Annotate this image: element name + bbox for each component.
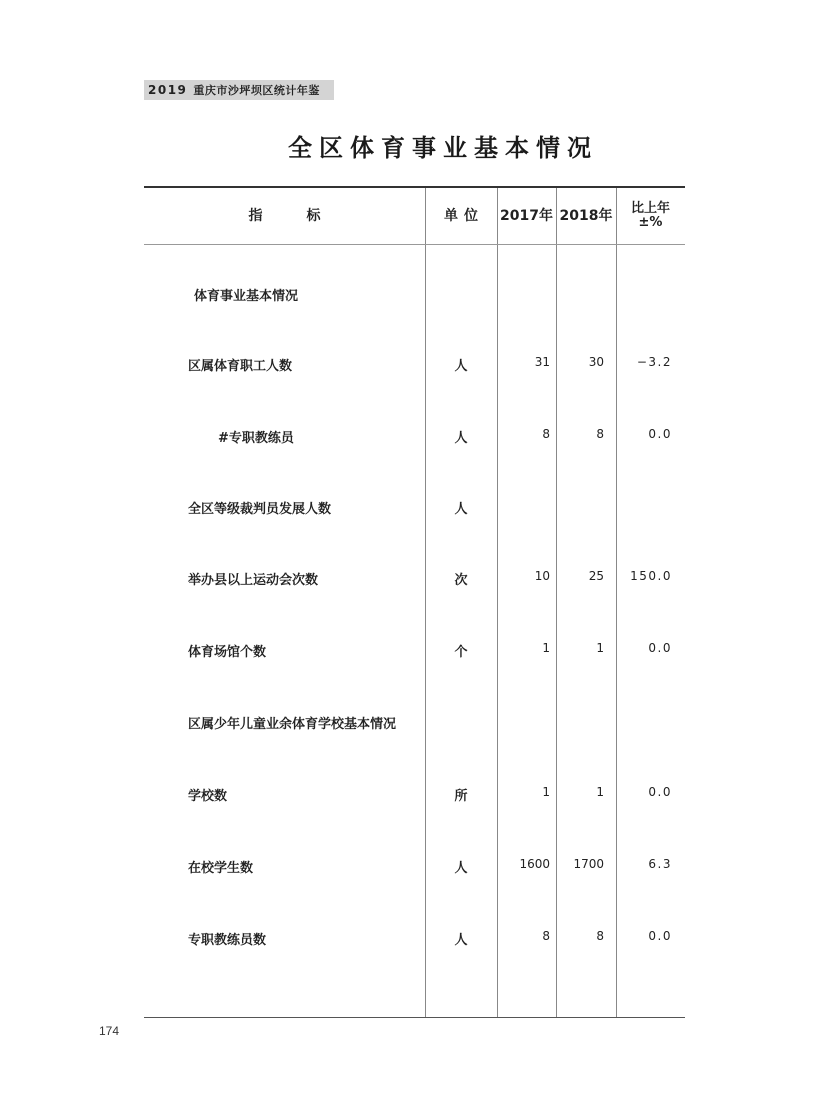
header-indicator (144, 188, 425, 244)
row-value-2017: 1 (542, 785, 550, 799)
row-indicator: 学校数 (188, 789, 228, 804)
row-indicator: 专职教练员数 (188, 933, 267, 948)
header-indicator-char-1: 指 (248, 207, 263, 224)
header-2017: 2017年 (500, 207, 553, 224)
row-value-2018: 1 (596, 641, 604, 655)
column-divider (616, 188, 617, 1017)
table-row (144, 641, 685, 665)
row-value-2017: 10 (534, 569, 550, 583)
table-row (144, 355, 685, 379)
row-indicator: 区属体育职工人数 (188, 359, 293, 374)
table-row (144, 498, 685, 522)
row-unit: 所 (454, 789, 468, 804)
stats-table (144, 186, 685, 1018)
row-change: 0.0 (648, 427, 672, 441)
row-unit: 人 (454, 431, 468, 446)
column-divider (556, 188, 557, 1017)
page-number: 174 (99, 1024, 120, 1038)
header-2018: 2018年 (559, 207, 613, 224)
row-indicator: 举办县以上运动会次数 (188, 573, 319, 588)
table-row (144, 285, 685, 309)
table-row (144, 857, 685, 881)
row-value-2018: 8 (596, 929, 604, 943)
row-value-2017: 8 (542, 929, 550, 943)
row-unit: 人 (454, 933, 468, 948)
row-value-2018: 30 (588, 355, 604, 369)
column-divider (497, 188, 498, 1017)
table-row (144, 569, 685, 593)
row-change: −3.2 (636, 355, 672, 369)
header-indicator-char-2: 标 (306, 207, 321, 224)
row-unit: 人 (454, 502, 468, 517)
row-indicator: #专职教练员 (218, 431, 294, 446)
row-indicator: 区属少年儿童业余体育学校基本情况 (188, 717, 397, 732)
row-indicator: 体育场馆个数 (188, 645, 267, 660)
header-rule (144, 244, 685, 245)
row-change: 150.0 (630, 569, 672, 583)
row-value-2017: 8 (542, 427, 550, 441)
row-change: 6.3 (648, 857, 672, 871)
row-value-2018: 8 (596, 427, 604, 441)
table-row (144, 929, 685, 953)
row-unit: 人 (454, 359, 468, 374)
page-title: 全区体育事业基本情况 (288, 133, 598, 162)
row-indicator: 全区等级裁判员发展人数 (188, 502, 332, 517)
header-unit: 单位 (444, 207, 484, 224)
row-indicator: 体育事业基本情况 (194, 289, 299, 304)
row-value-2017: 1 (542, 641, 550, 655)
yearbook-year: 2019 (148, 83, 188, 97)
row-value-2018: 1 (596, 785, 604, 799)
table-row (144, 785, 685, 809)
yearbook-title: 重庆市沙坪坝区统计年鉴 (193, 84, 320, 97)
header-change (616, 188, 685, 244)
row-unit: 次 (454, 573, 468, 588)
row-unit: 个 (454, 645, 468, 660)
running-header (144, 80, 334, 100)
table-row (144, 427, 685, 451)
row-value-2018: 25 (588, 569, 604, 583)
row-value-2017: 1600 (519, 857, 550, 871)
row-value-2017: 31 (534, 355, 550, 369)
header-change-line1: 比上年 (630, 201, 670, 217)
table-row (144, 713, 685, 737)
row-change: 0.0 (648, 785, 672, 799)
column-divider (425, 188, 426, 1017)
row-indicator: 在校学生数 (188, 861, 254, 876)
row-change: 0.0 (648, 929, 672, 943)
row-unit: 人 (454, 861, 468, 876)
header-change-line2: ±% (638, 215, 663, 230)
row-change: 0.0 (648, 641, 672, 655)
row-value-2018: 1700 (573, 857, 604, 871)
